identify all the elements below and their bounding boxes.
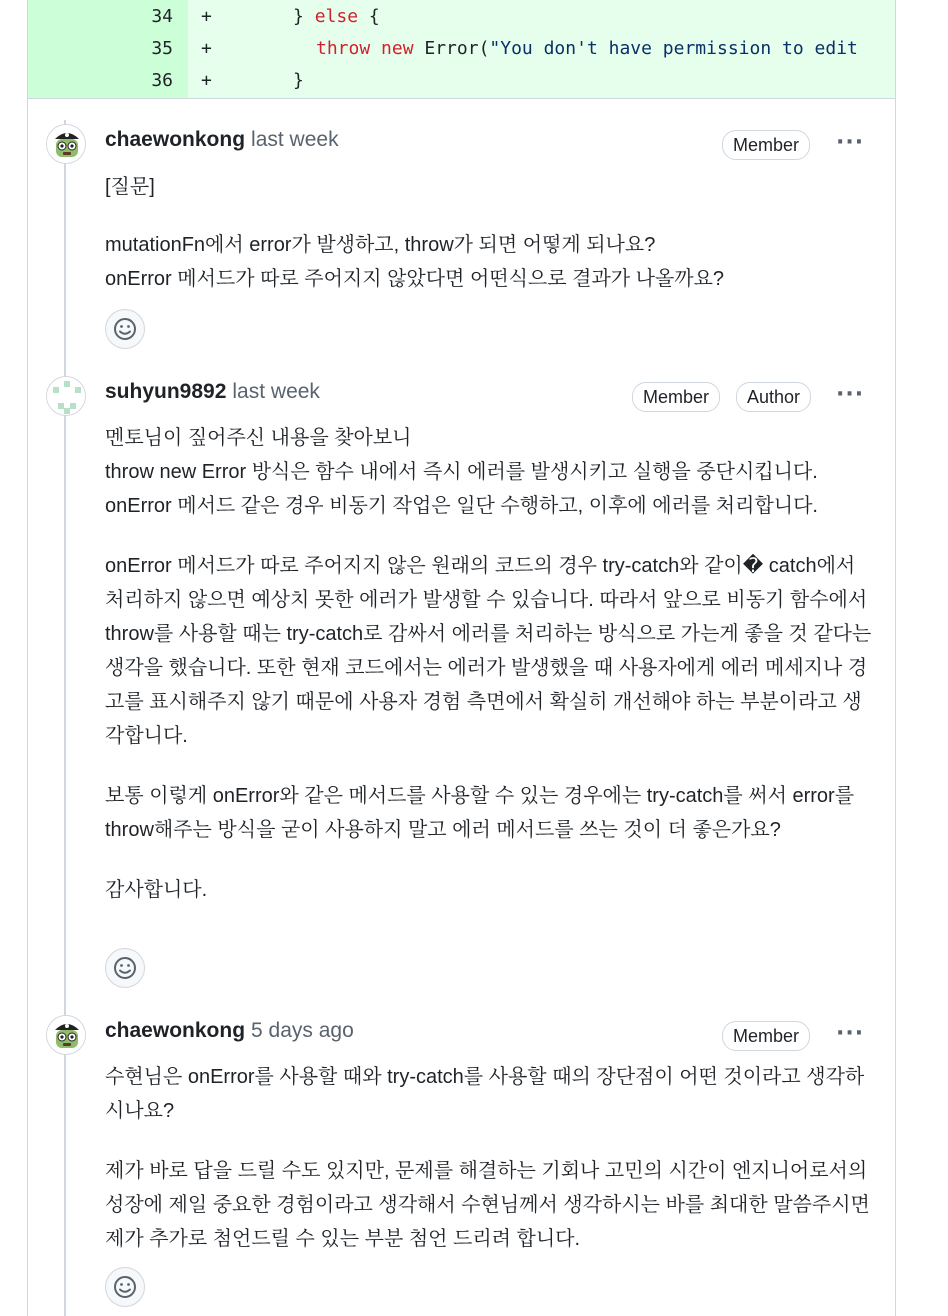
code-token: }: [293, 6, 315, 27]
code-string: "You don't have permission to edit: [489, 38, 858, 59]
diff-sign: +: [201, 38, 212, 59]
comment-body: [105, 1060, 875, 1282]
line-number: 36: [151, 70, 173, 91]
avatar[interactable]: [46, 1015, 86, 1055]
code-diff: [28, 0, 895, 99]
line-number: 34: [151, 6, 173, 27]
code-text: [293, 6, 380, 27]
kebab-menu-icon[interactable]: ···: [836, 382, 865, 407]
comment-author[interactable]: [105, 1019, 354, 1043]
comment-body: [105, 170, 875, 322]
kebab-menu-icon[interactable]: ···: [836, 130, 865, 155]
thread-line: [64, 120, 66, 1316]
diff-sign: +: [201, 70, 212, 91]
comment-paragraph: 멘토님이 짚어주신 내용을 찾아보니 throw new Error 방식은 함수 내에서 즉시 에러를 발생시키고 실행을 중단시킵니다. onError 메서드 같은 경우 비동기 작업은 일단 수행하고, 이후에 에러를 처리합니다.: [105, 427, 818, 517]
smiley-icon: [106, 310, 144, 348]
comment-author[interactable]: [105, 128, 339, 152]
avatar[interactable]: [46, 124, 86, 164]
comment-paragraph: 감사합니다.: [105, 879, 208, 901]
code-keyword: throw new: [316, 38, 414, 59]
identicon-avatar-icon: [47, 377, 86, 416]
diff-line: [28, 1, 895, 33]
code-text: [316, 38, 858, 59]
diff-line: [28, 65, 895, 97]
code-text: }: [293, 70, 304, 91]
comment-timestamp[interactable]: last week: [232, 380, 320, 403]
comment-paragraph: [질문]: [105, 176, 155, 198]
comment-paragraph: 제가 바로 답을 드릴 수도 있지만, 문제를 해결하는 기회나 고민의 시간이 엔지니어로서의 성장에 제일 중요한 경험이라고 생각해서 수현님께서 생각하시는 바를 최대한 말씀주시면 제가 추가로 첨언드릴 수 있는 부분 첨언 드리려 합니다.: [105, 1160, 870, 1250]
comment-paragraph: onError 메서드가 따로 주어지지 않은 원래의 코드의 경우 try-catch와 같이� catch에서 처리하지 않으면 예상치 못한 에러가 발생할 수 있습니다. 따라서 앞으로 비동기 함수에서 throw를 사용할 때는 try-catch로 감싸서 에러를 처리하는 방식으로 가는게 좋을 것 같다는 생각을 했습니다. 또한 현재 코드에서는 에러가 발생했을 때 사용자에게 에러 메세지나 경고를 표시해주지 않기 때문에 사용자 경험 측면에서 확실히 개선해야 하는 부분이라고 생각합니다.: [105, 555, 872, 747]
member-badge: Member: [722, 1021, 810, 1051]
comment-paragraph: mutationFn에서 error가 발생하고, throw가 되면 어떻게 되나요? onError 메서드가 따로 주어지지 않았다면 어떤식으로 결과가 나올까요?: [105, 234, 725, 290]
comment-timestamp[interactable]: last week: [251, 128, 339, 151]
author-name[interactable]: suhyun9892: [105, 380, 227, 403]
comment-author[interactable]: [105, 380, 320, 404]
diff-sign: +: [201, 6, 212, 27]
avatar[interactable]: [46, 376, 86, 416]
line-number: 35: [151, 38, 173, 59]
comment-paragraph: 수현님은 onError를 사용할 때와 try-catch를 사용할 때의 장단점이 어떤 것이라고 생각하시나요?: [105, 1066, 865, 1122]
code-token: Error(: [413, 38, 490, 59]
comment-body: [105, 421, 875, 933]
smiley-icon: [106, 1268, 144, 1306]
author-name[interactable]: chaewonkong: [105, 1019, 246, 1042]
kebab-menu-icon[interactable]: ···: [836, 1021, 865, 1046]
member-badge: Member: [632, 382, 720, 412]
comment-timestamp[interactable]: 5 days ago: [251, 1019, 354, 1042]
add-reaction-button[interactable]: [105, 1267, 145, 1307]
comment-paragraph: 보통 이렇게 onError와 같은 메서드를 사용할 수 있는 경우에는 try-catch를 써서 error를 throw해주는 방식을 굳이 사용하지 말고 에러 메서드를 쓰는 것이 더 좋은가요?: [105, 785, 855, 841]
add-reaction-button[interactable]: [105, 309, 145, 349]
add-reaction-button[interactable]: [105, 948, 145, 988]
author-name[interactable]: chaewonkong: [105, 128, 246, 151]
code-keyword: else: [314, 6, 359, 27]
pirate-avatar-icon: [47, 125, 86, 164]
pirate-avatar-icon: [47, 1016, 86, 1055]
author-badge: Author: [736, 382, 811, 412]
code-token: {: [358, 6, 380, 27]
diff-line: [28, 33, 895, 65]
smiley-icon: [106, 949, 144, 987]
member-badge: Member: [722, 130, 810, 160]
